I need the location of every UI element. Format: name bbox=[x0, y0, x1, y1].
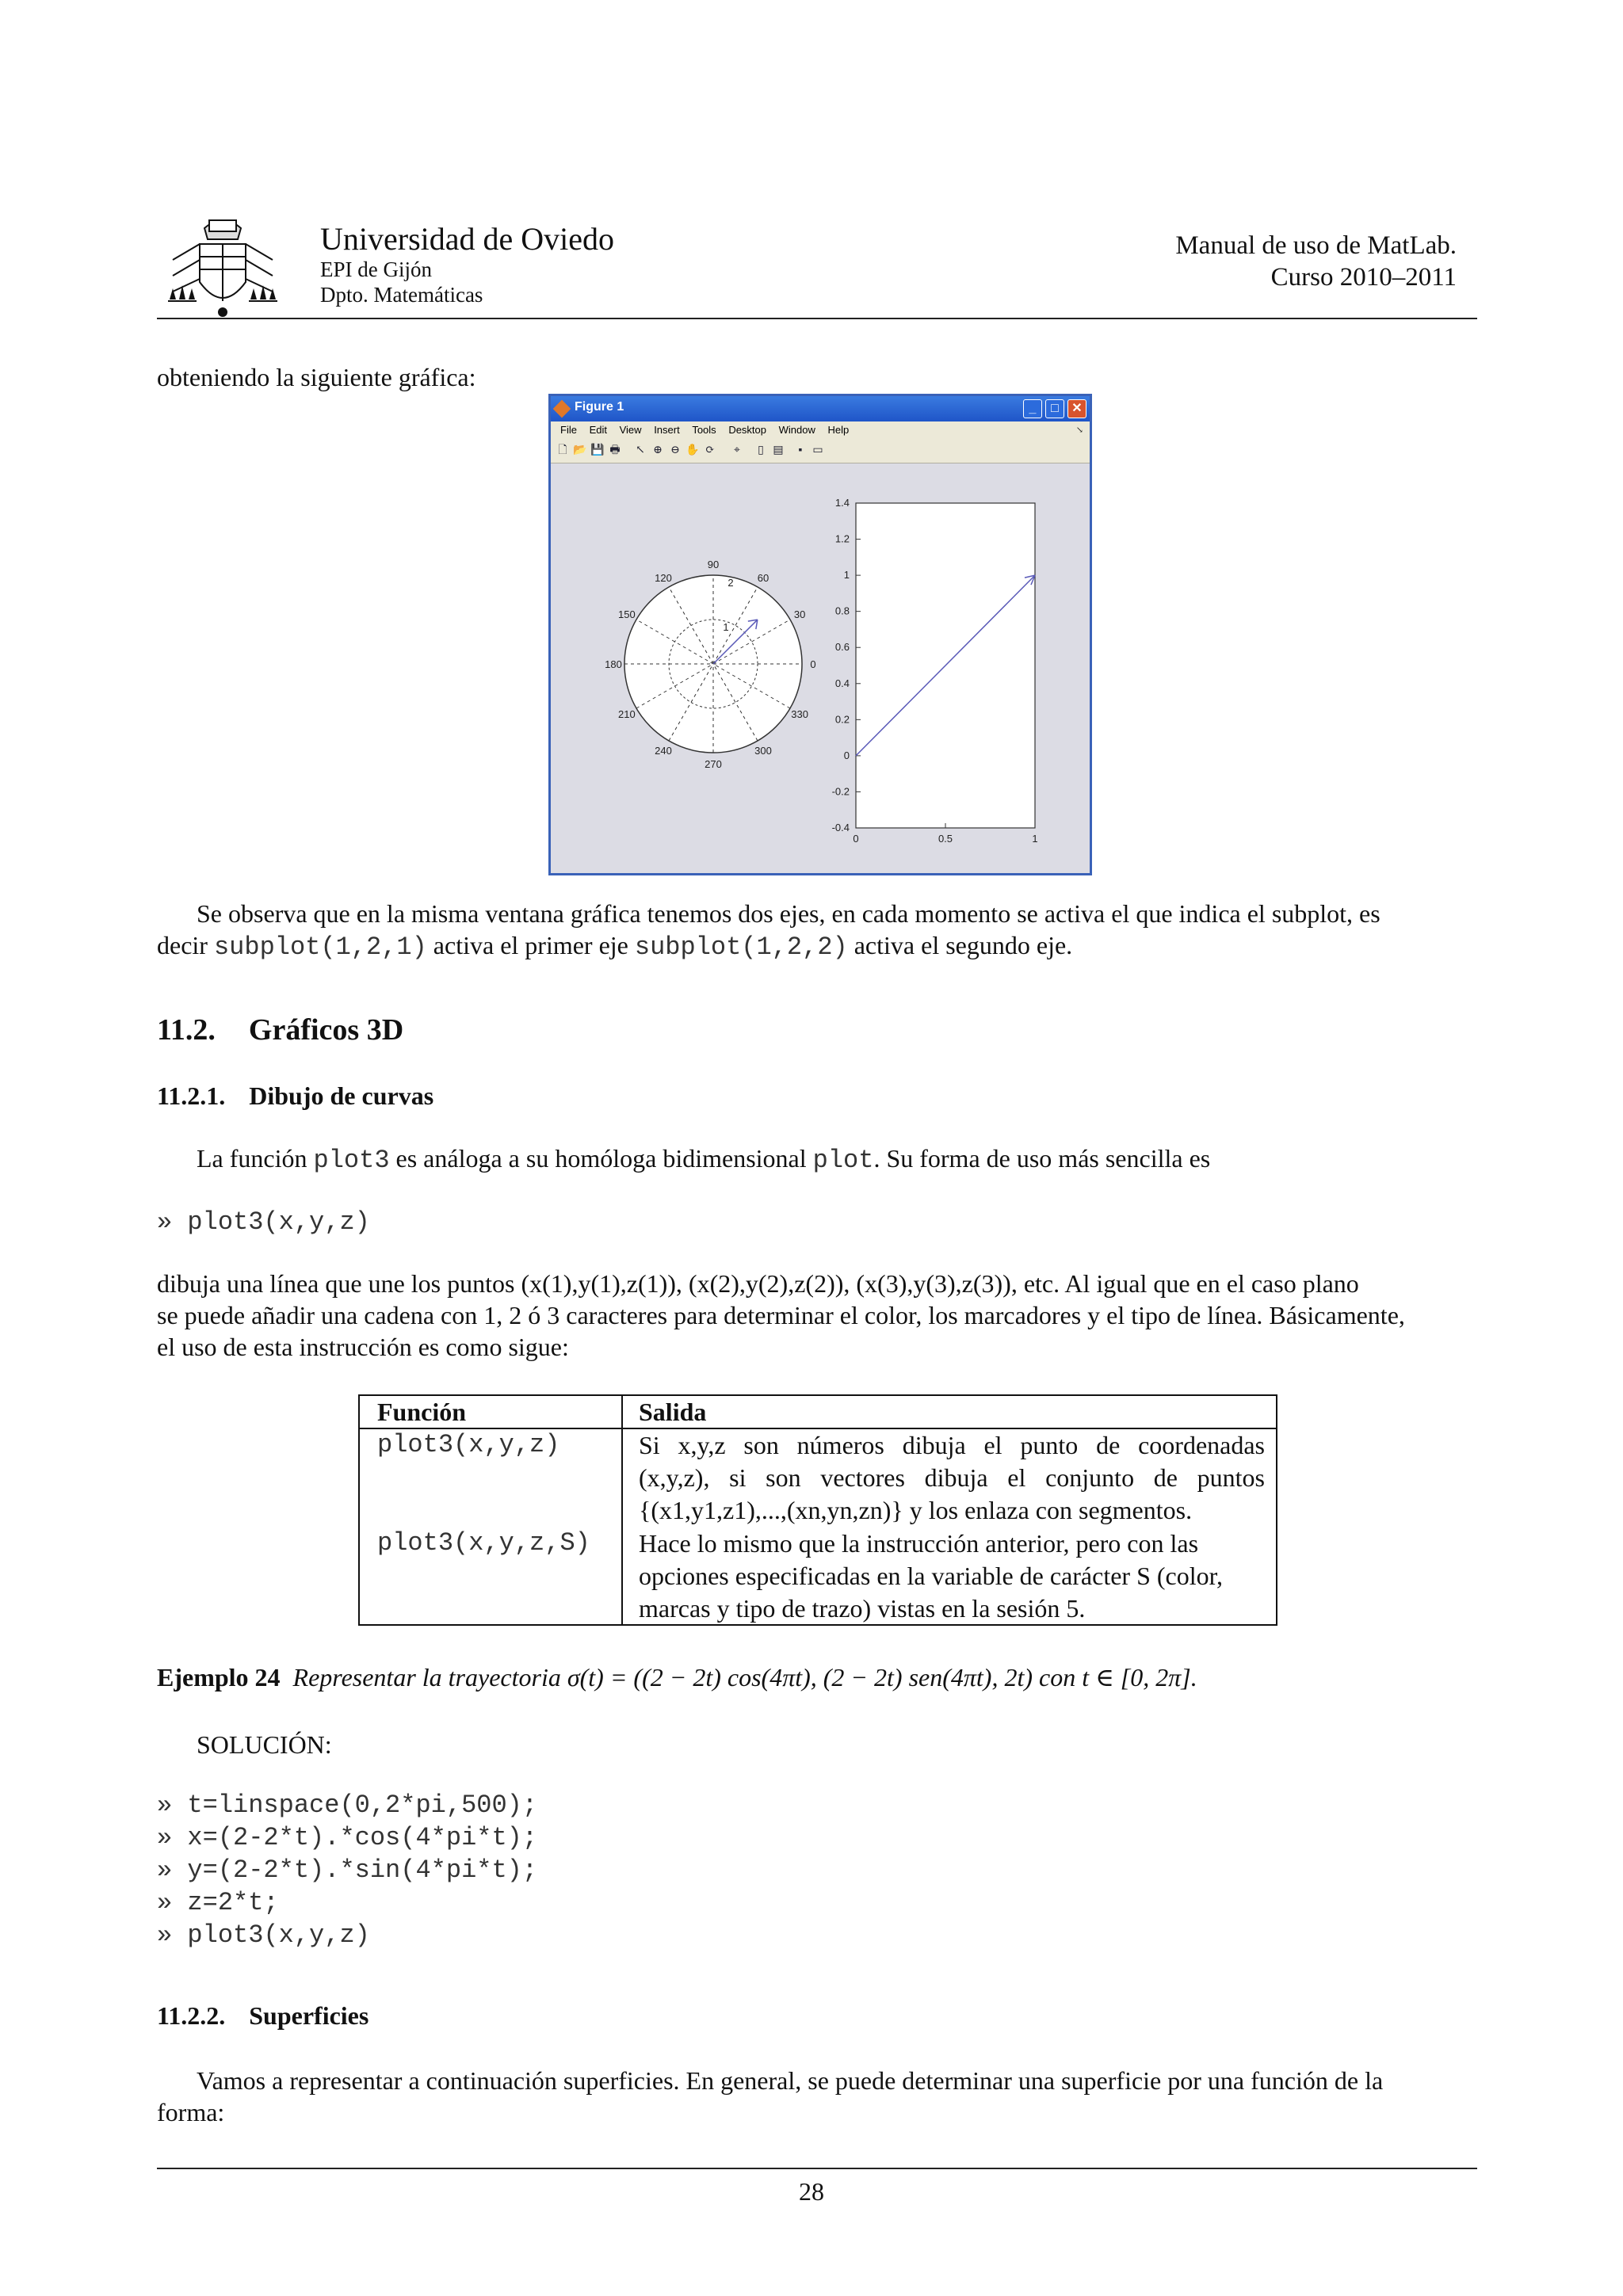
polar-angle-label: 180 bbox=[605, 658, 622, 670]
menu-view[interactable]: View bbox=[619, 424, 642, 436]
header-manual: Manual de uso de MatLab. bbox=[1175, 231, 1457, 260]
page-number: 28 bbox=[799, 2177, 824, 2206]
table-header-salida: Salida bbox=[639, 1398, 707, 1426]
polar-ring-label: 2 bbox=[727, 577, 734, 589]
code-line: » plot3(x,y,z) bbox=[157, 1920, 370, 1950]
paragraph-points-line1: dibuja una línea que une los puntos (x(1),y(1),z(1)), (x(2),y(2),z(2)), (x(3),y(3),z(3)), etc. Al igual que en el caso plano bbox=[157, 1269, 1359, 1298]
x-tick-label: 0.5 bbox=[938, 833, 953, 845]
table-row-out: Si x,y,z son números dibuja el punto de coordenadas (x,y,z), si son vectores dibuja el conjunto de puntos {(x1,y1,z1),...,(xn,yn,zn)} y los enlaza con segmentos. bbox=[639, 1431, 1265, 1524]
pointer-icon[interactable]: ↖ bbox=[636, 444, 645, 456]
polar-angle-label: 330 bbox=[791, 708, 808, 720]
maximize-button[interactable]: □ bbox=[1045, 399, 1064, 418]
y-tick-label: -0.4 bbox=[831, 822, 850, 833]
show-plot-tools-icon[interactable]: ▭ bbox=[812, 444, 823, 456]
menu-desktop[interactable]: Desktop bbox=[728, 424, 767, 436]
university-crest bbox=[165, 212, 281, 320]
figure-titlebar[interactable] bbox=[551, 396, 1090, 421]
section-heading: 11.2. Gráficos 3D bbox=[157, 1013, 404, 1047]
hide-plot-tools-icon[interactable]: ▪ bbox=[798, 444, 803, 456]
y-tick-label: 1.4 bbox=[834, 497, 850, 509]
subsection-heading-curvas: 11.2.1. Dibujo de curvas bbox=[157, 1081, 434, 1110]
code-subplot-121: subplot(1,2,1) bbox=[213, 933, 427, 962]
polar-angle-label: 270 bbox=[705, 758, 722, 770]
footer-rule bbox=[157, 2168, 1477, 2169]
table-row-out: Hace lo mismo que la instrucción anterior, pero con las opciones especificadas en la variable de carácter S (color, marcas y tipo de trazo) vistas en la sesión 5. bbox=[639, 1529, 1223, 1623]
menu-insert[interactable]: Insert bbox=[654, 424, 680, 436]
legend-icon[interactable]: ▤ bbox=[773, 444, 784, 456]
header-school: EPI de Gijón bbox=[320, 257, 432, 281]
table-row-fn: plot3(x,y,z) bbox=[377, 1430, 560, 1459]
function-table bbox=[358, 1394, 1277, 1626]
rotate-icon[interactable]: ⟳ bbox=[705, 444, 715, 456]
close-button[interactable]: ✕ bbox=[1067, 399, 1086, 418]
figure-menubar bbox=[551, 421, 1090, 439]
polar-angle-label: 300 bbox=[754, 745, 772, 757]
paragraph-superficies-line1: Vamos a representar a continuación superficies. En general, se puede determinar una superficie por una función de la bbox=[197, 2066, 1384, 2095]
figure-toolbar bbox=[551, 439, 1090, 463]
code-plot3: plot3 bbox=[313, 1146, 390, 1175]
table-header-funcion: Función bbox=[377, 1398, 467, 1426]
polar-angle-label: 0 bbox=[810, 658, 816, 670]
code-line: » x=(2-2*t).*cos(4*pi*t); bbox=[157, 1823, 538, 1852]
header-rule bbox=[157, 318, 1477, 319]
data-cursor-icon[interactable]: ⌖ bbox=[734, 444, 740, 456]
polar-angle-label: 240 bbox=[655, 745, 672, 757]
y-tick-label: 0.8 bbox=[834, 605, 850, 617]
paragraph-subplot-line1: Se observa que en la misma ventana gráfica tenemos dos ejes, en cada momento se activa el que indica el subplot, es bbox=[197, 899, 1381, 928]
table-row-fn: plot3(x,y,z,S) bbox=[377, 1528, 590, 1558]
polar-angle-label: 150 bbox=[618, 608, 636, 620]
open-folder-icon[interactable]: 📂 bbox=[573, 444, 587, 456]
y-tick-label: 0.6 bbox=[834, 641, 850, 654]
subsection-heading-superficies: 11.2.2. Superficies bbox=[157, 2001, 369, 2030]
polar-angle-label: 90 bbox=[707, 559, 720, 570]
code-block bbox=[157, 1789, 537, 1951]
polar-angle-label: 60 bbox=[757, 571, 769, 584]
header-course: Curso 2010–2011 bbox=[1270, 263, 1457, 292]
figure-canvas bbox=[551, 463, 1090, 873]
matlab-logo-icon bbox=[553, 400, 571, 418]
x-tick-label: 1 bbox=[1032, 833, 1038, 845]
paragraph-plot3: La función plot3 es análoga a su homóloga bidimensional plot. Su forma de uso más sencilla es bbox=[197, 1144, 1211, 1175]
print-icon[interactable]: 🖶 bbox=[609, 444, 621, 456]
header-university: Universidad de Oviedo bbox=[320, 221, 615, 257]
example-label: Ejemplo 24 bbox=[157, 1663, 281, 1691]
menu-edit[interactable]: Edit bbox=[589, 424, 607, 436]
polar-angle-label: 210 bbox=[618, 708, 636, 720]
solution-label: SOLUCIÓN: bbox=[197, 1730, 332, 1759]
menu-file[interactable]: File bbox=[560, 424, 577, 436]
menu-tools[interactable]: Tools bbox=[692, 424, 716, 436]
figure-title: Figure 1 bbox=[575, 400, 624, 414]
command-plot3: » plot3(x,y,z) bbox=[157, 1207, 370, 1237]
colorbar-icon[interactable]: ▯ bbox=[758, 444, 764, 456]
header-department: Dpto. Matemáticas bbox=[320, 283, 483, 307]
zoom-in-icon[interactable]: ⊕ bbox=[653, 444, 663, 456]
y-tick-label: 0.4 bbox=[834, 677, 850, 689]
matlab-figure-window[interactable] bbox=[548, 394, 1092, 875]
paragraph-points-line3: el uso de esta instrucción es como sigue: bbox=[157, 1333, 569, 1361]
code-line: » y=(2-2*t).*sin(4*pi*t); bbox=[157, 1855, 538, 1885]
polar-angle-label: 120 bbox=[655, 571, 672, 584]
paragraph-points-line2: se puede añadir una cadena con 1, 2 ó 3 caracteres para determinar el color, los marcadores y el tipo de línea. Básicamente, bbox=[157, 1301, 1405, 1329]
cartesian-axes bbox=[832, 497, 1038, 845]
paragraph-superficies-line2: forma: bbox=[157, 2098, 225, 2126]
y-tick-label: 1 bbox=[843, 569, 850, 582]
paragraph-subplot-line2: decir subplot(1,2,1) activa el primer eje subplot(1,2,2) activa el segundo eje. bbox=[157, 931, 1073, 962]
menu-help[interactable]: Help bbox=[827, 424, 850, 436]
code-line: » t=linspace(0,2*pi,500); bbox=[157, 1791, 538, 1820]
intro-text: obteniendo la siguiente gráfica: bbox=[157, 363, 476, 391]
menu-window[interactable]: Window bbox=[778, 424, 815, 436]
polar-angle-label: 30 bbox=[793, 608, 806, 620]
x-tick-label: 0 bbox=[853, 833, 859, 845]
code-plot: plot bbox=[812, 1146, 874, 1175]
example-text: Representar la trayectoria σ(t) = ((2 − 2t) cos(4πt), (2 − 2t) sen(4πt), 2t) con t ∈ [0, 2π]. bbox=[292, 1663, 1197, 1691]
example-24 bbox=[157, 1661, 1197, 1693]
polar-axes bbox=[605, 559, 815, 770]
code-line: » z=2*t; bbox=[157, 1888, 279, 1917]
save-icon[interactable]: 💾 bbox=[590, 444, 605, 456]
y-tick-label: 0 bbox=[843, 749, 850, 761]
code-subplot-122: subplot(1,2,2) bbox=[634, 933, 848, 962]
polar-ring-label: 1 bbox=[723, 621, 729, 633]
y-tick-label: 1.2 bbox=[834, 532, 850, 545]
y-tick-label: 0.2 bbox=[834, 713, 850, 726]
toolbar-dock-arrow-icon[interactable]: ↘ bbox=[1075, 425, 1083, 435]
pan-icon[interactable]: ✋ bbox=[685, 444, 700, 456]
minimize-button[interactable]: _ bbox=[1023, 399, 1042, 418]
zoom-out-icon[interactable]: ⊖ bbox=[670, 444, 680, 456]
new-file-icon[interactable]: 🗋 bbox=[558, 444, 567, 456]
y-tick-label: -0.2 bbox=[831, 785, 850, 798]
